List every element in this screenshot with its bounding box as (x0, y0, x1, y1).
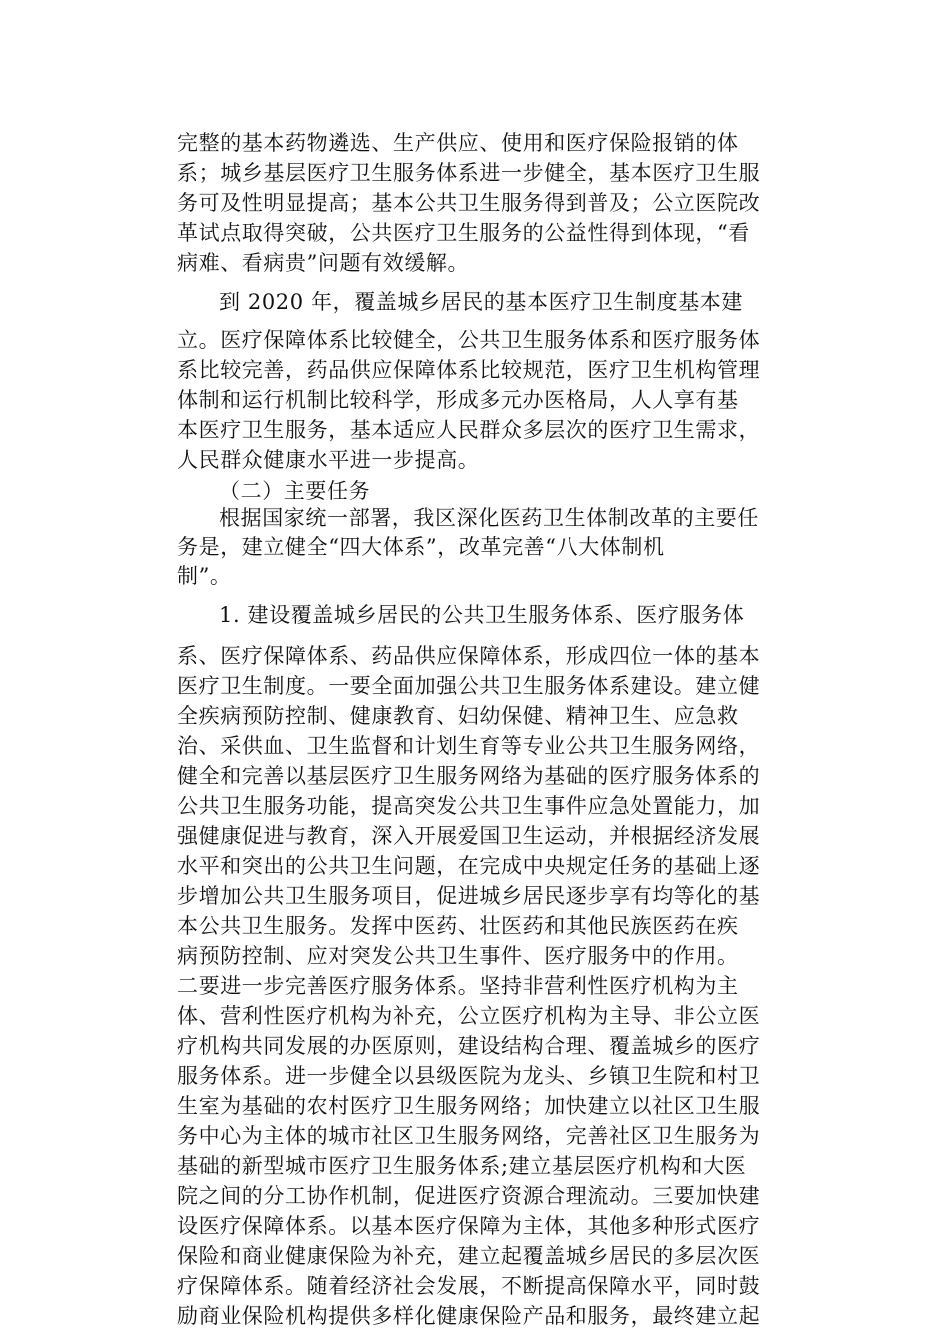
text-line: 疗保障体系。随着经济社会发展，不断提高保障水平，同时鼓 (177, 1274, 761, 1298)
text-line: 务可及性明显提高；基本公共卫生服务得到普及；公立医院改 (177, 191, 761, 215)
text-line: 病难、看病贵”问题有效缓解。 (177, 251, 470, 275)
text-line: 人民群众健康水平进一步提高。 (177, 448, 480, 472)
text-line: 水平和突出的公共卫生问题，在完成中央规定任务的基础上逐 (177, 854, 761, 878)
text-line: 病预防控制、应对突发公共卫生事件、医疗服务中的作用。 (177, 944, 739, 968)
text-line: 强健康促进与教育，深入开展爱国卫生运动，并根据经济发展 (177, 824, 761, 848)
text-line: 到 2020 年，覆盖城乡居民的基本医疗卫生制度基本建 (219, 290, 743, 314)
text-line: 设医疗保障体系。以基本医疗保障为主体，其他多种形式医疗 (177, 1214, 761, 1238)
text-line: 全疾病预防控制、健康教育、妇幼保健、精神卫生、应急救 (177, 704, 739, 728)
text-line: 公共卫生服务功能，提高突发公共卫生事件应急处置能力，加 (177, 794, 761, 818)
text-line: 1. 建设覆盖城乡居民的公共卫生服务体系、医疗服务体 (219, 603, 745, 627)
text-line: 本医疗卫生服务，基本适应人民群众多层次的医疗卫生需求， (177, 418, 761, 442)
text-line: 根据国家统一部署，我区深化医药卫生体制改革的主要任 (219, 506, 759, 530)
text-line: 系、医疗保障体系、药品供应保障体系，形成四位一体的基本 (177, 644, 761, 668)
text-line: 基础的新型城市医疗卫生服务体系;建立基层医疗机构和大医 (177, 1154, 747, 1178)
section-heading: （二）主要任务 (219, 479, 371, 503)
text-line: 立。医疗保障体系比较健全，公共卫生服务体系和医疗服务体 (177, 328, 761, 352)
text-line: 医疗卫生制度。一要全面加强公共卫生服务体系建设。建立健 (177, 674, 761, 698)
text-line: 体制和运行机制比较科学，形成多元办医格局，人人享有基 (177, 388, 739, 412)
text-line: 二要进一步完善医疗服务体系。坚持非营利性医疗机构为主 (177, 974, 739, 998)
text-line: 励商业保险机构提供多样化健康保险产品和服务，最终建立起 (177, 1304, 761, 1328)
text-line: 疗机构共同发展的办医原则，建设结构合理、覆盖城乡的医疗 (177, 1034, 761, 1058)
text-line: 步增加公共卫生服务项目，促进城乡居民逐步享有均等化的基 (177, 884, 761, 908)
text-line: 保险和商业健康保险为补充，建立起覆盖城乡居民的多层次医 (177, 1244, 761, 1268)
text-line: 务中心为主体的城市社区卫生服务网络，完善社区卫生服务为 (177, 1124, 761, 1148)
text-line: 系比较完善，药品供应保障体系比较规范，医疗卫生机构管理 (177, 358, 761, 382)
text-line: 体、营利性医疗机构为补充，公立医疗机构为主导、非公立医 (177, 1004, 761, 1028)
text-line: 生室为基础的农村医疗卫生服务网络；加快建立以社区卫生服 (177, 1094, 761, 1118)
text-line: 健全和完善以基层医疗卫生服务网络为基础的医疗服务体系的 (177, 764, 761, 788)
text-line: 本公共卫生服务。发挥中医药、壮医药和其他民族医药在疾 (177, 914, 739, 938)
text-line: 务是，建立健全“四大体系”，改革完善“八大体制机 (177, 535, 665, 559)
text-line: 制”。 (177, 564, 232, 588)
text-line: 完整的基本药物遴选、生产供应、使用和医疗保险报销的体 (177, 131, 739, 155)
text-line: 院之间的分工协作机制，促进医疗资源合理流动。三要加快建 (177, 1184, 761, 1208)
text-line: 治、采供血、卫生监督和计划生育等专业公共卫生服务网络， (177, 734, 761, 758)
text-line: 服务体系。进一步健全以县级医院为龙头、乡镇卫生院和村卫 (177, 1064, 761, 1088)
text-line: 革试点取得突破，公共医疗卫生服务的公益性得到体现，“看 (177, 221, 750, 245)
text-line: 系；城乡基层医疗卫生服务体系进一步健全，基本医疗卫生服 (177, 161, 761, 185)
